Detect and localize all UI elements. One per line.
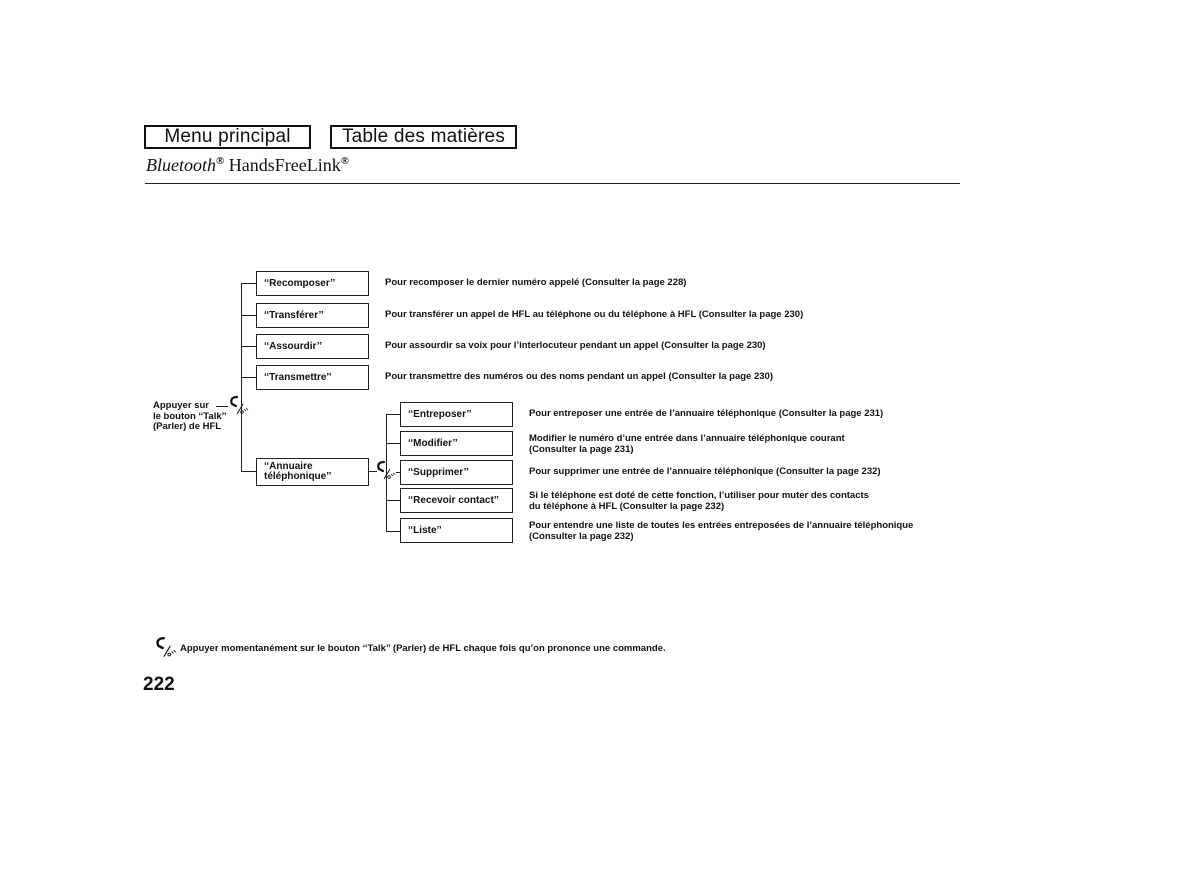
description-line: Modifier le numéro d’une entrée dans l’annuaire téléphonique courant bbox=[529, 433, 845, 444]
command-label: ‘‘Transférer’’ bbox=[264, 310, 324, 321]
page-number: 222 bbox=[143, 674, 175, 695]
phonebook-description bbox=[529, 521, 913, 542]
registered-mark: ® bbox=[216, 155, 225, 167]
description-line: Pour entendre une liste de toutes les entrées entreposées de l’annuaire téléphonique bbox=[529, 520, 914, 531]
talk-button-icon bbox=[228, 395, 250, 417]
talk-button-icon bbox=[154, 636, 178, 660]
phonebook-description bbox=[529, 434, 845, 455]
command-label: ‘‘Recomposer’’ bbox=[264, 278, 336, 289]
phonebook-entreposer bbox=[400, 402, 513, 427]
command-label: ‘‘Assourdir’’ bbox=[264, 341, 322, 352]
command-recomposer bbox=[256, 271, 369, 296]
description-line: Pour entreposer une entrée de l’annuaire téléphonique (Consulter la page 231) bbox=[529, 408, 884, 419]
description-line: du téléphone à HFL (Consulter la page 232) bbox=[529, 500, 725, 512]
main-menu-button[interactable]: Menu principal bbox=[144, 125, 311, 149]
command-label: ‘‘Supprimer’’ bbox=[408, 467, 469, 478]
branch-line bbox=[241, 315, 257, 316]
sub-trunk-line bbox=[386, 414, 387, 531]
branch-line bbox=[241, 283, 257, 284]
sub-branch-line bbox=[386, 414, 401, 415]
command-description: Pour transférer un appel de HFL au téléphone ou du téléphone à HFL (Consulter la page 230) bbox=[385, 309, 804, 320]
root-connector bbox=[216, 406, 228, 407]
phonebook-description bbox=[529, 409, 883, 420]
command-label-line: ‘‘Annuaire bbox=[264, 461, 313, 472]
sub-branch-line bbox=[386, 531, 401, 532]
title-bluetooth: Bluetooth bbox=[146, 155, 216, 175]
command-label: ‘‘Modifier’’ bbox=[408, 438, 458, 449]
registered-mark: ® bbox=[340, 155, 349, 167]
phonebook-description bbox=[529, 467, 881, 478]
command-label: ‘‘Liste’’ bbox=[408, 525, 442, 536]
phonebook-modifier bbox=[400, 431, 513, 456]
root-label-line: (Parler) de HFL bbox=[153, 421, 222, 432]
branch-line bbox=[241, 471, 257, 472]
description-line: Si le téléphone est doté de cette fonction, l’utiliser pour muter des contacts bbox=[529, 490, 869, 501]
description-line: (Consulter la page 232) bbox=[529, 530, 634, 542]
command-description: Pour assourdir sa voix pour l’interlocuteur pendant un appel (Consulter la page 230) bbox=[385, 340, 766, 351]
branch-line bbox=[241, 377, 257, 378]
header-rule bbox=[145, 183, 960, 184]
description-line: (Consulter la page 231) bbox=[529, 443, 634, 455]
page-title bbox=[146, 155, 349, 176]
table-of-contents-button[interactable]: Table des matières bbox=[330, 125, 517, 149]
description-line: Pour supprimer une entrée de l’annuaire téléphonique (Consulter la page 232) bbox=[529, 466, 881, 477]
command-transmettre bbox=[256, 365, 369, 390]
command-label-line: téléphonique’’ bbox=[264, 471, 332, 482]
command-assourdir bbox=[256, 334, 369, 359]
command-description: Pour transmettre des numéros ou des noms pendant un appel (Consulter la page 230) bbox=[385, 371, 773, 382]
root-label-line: Appuyer sur bbox=[153, 400, 209, 411]
command-label: ‘‘Transmettre’’ bbox=[264, 372, 332, 383]
command-description: Pour recomposer le dernier numéro appelé (Consulter la page 228) bbox=[385, 277, 687, 288]
branch-line bbox=[241, 346, 257, 347]
phonebook-supprimer bbox=[400, 460, 513, 485]
root-label-line: le bouton ‘‘Talk’’ bbox=[153, 410, 227, 422]
phonebook-liste bbox=[400, 518, 513, 543]
command-label: ‘‘Recevoir contact’’ bbox=[408, 495, 499, 506]
title-handsfreelink: HandsFreeLink bbox=[224, 155, 341, 175]
phonebook-recevoir-contact bbox=[400, 488, 513, 513]
footer-note: Appuyer momentanément sur le bouton ‘‘Talk’’ (Parler) de HFL chaque fois qu’on prononce une commande. bbox=[180, 643, 666, 654]
phonebook-description bbox=[529, 491, 869, 512]
sub-branch-line bbox=[386, 500, 401, 501]
command-transferer bbox=[256, 303, 369, 328]
sub-branch-line bbox=[386, 443, 401, 444]
command-annuaire bbox=[256, 458, 369, 486]
command-label: ‘‘Entreposer’’ bbox=[408, 409, 472, 420]
